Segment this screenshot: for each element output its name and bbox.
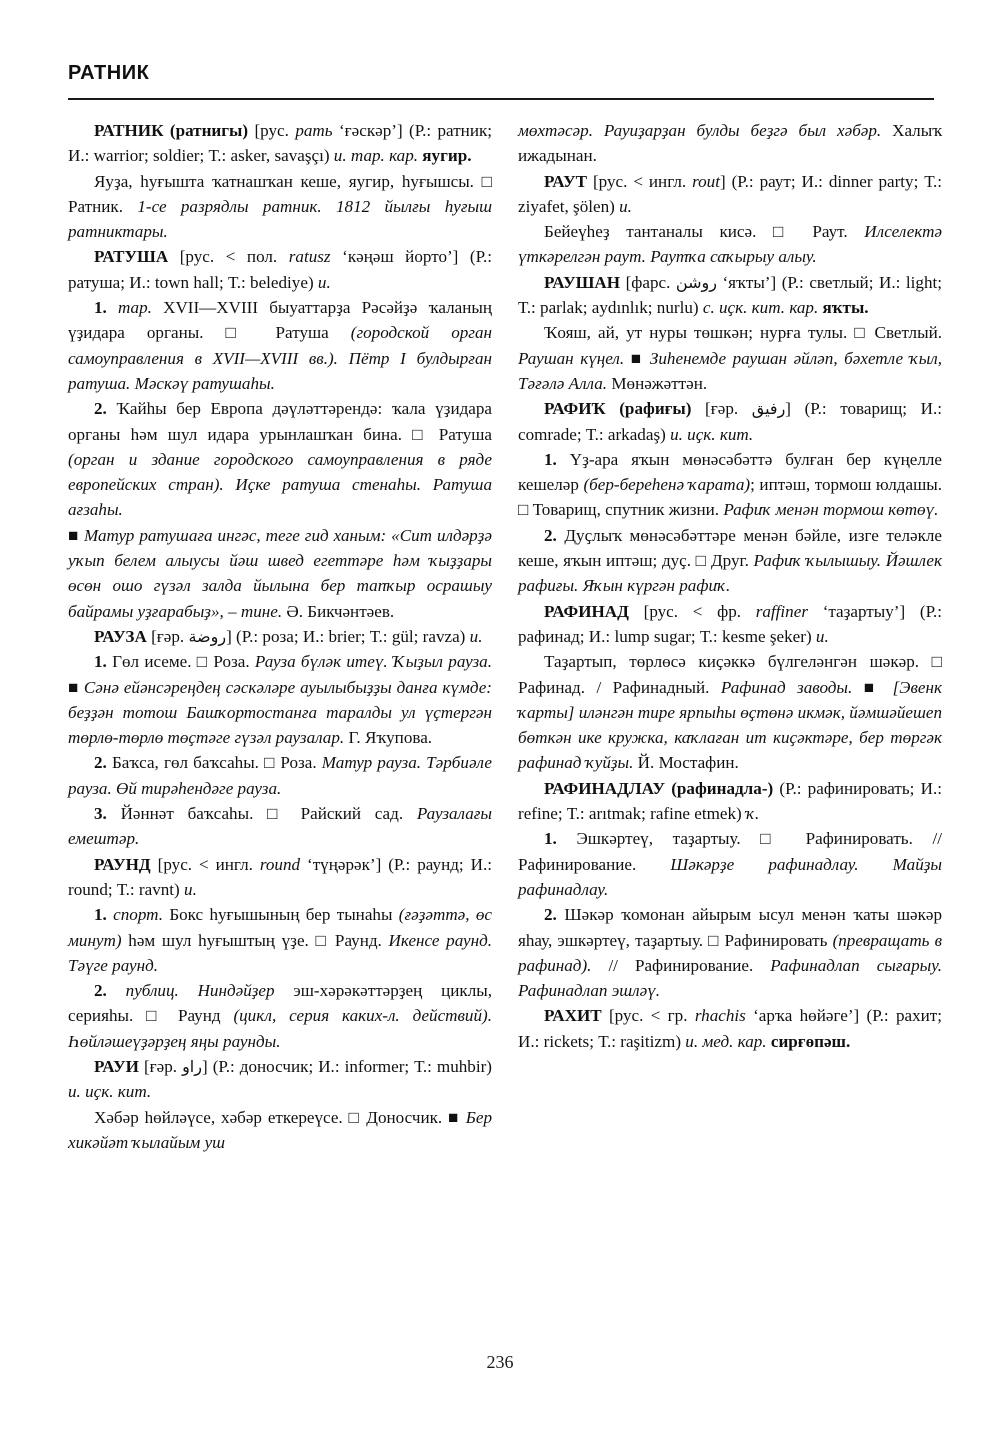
dictionary-entry-paragraph xyxy=(68,169,492,245)
dictionary-entry-paragraph xyxy=(68,1054,492,1105)
text-run-italic: (орган и здание городского самоуправления в ряде европейских стран). Иҫке ратуша стенаһы. Ратуша ағзаһы. xyxy=(68,449,492,520)
dictionary-entry-paragraph xyxy=(68,244,492,295)
text-run-plain: Мөнәжәттән. xyxy=(611,373,708,393)
text-run-bold: РАХИТ xyxy=(544,1006,609,1026)
text-run-bold: РАФИНАД xyxy=(544,601,644,621)
text-run-plain: [фарс. xyxy=(625,272,676,292)
text-run-plain: Ҡояш, ай, ут нуры төшкән; нурға тулы. □ Светлый. xyxy=(544,323,942,343)
text-run-italic: (ғәҙәттә, өс минут) xyxy=(68,905,492,950)
text-run-italic: round xyxy=(259,854,307,874)
text-run-plain: ■ xyxy=(68,525,84,545)
text-run-plain: [ғәр. xyxy=(151,626,189,646)
text-run-plain: ] (Р.: доносчик; И.: informer; Т.: muhbir) xyxy=(201,1056,492,1076)
text-run-italic: рать xyxy=(295,121,339,140)
text-run-plain: XVII—XVIII быуаттарҙа Рәсәйҙә ҡаланың үҙидара органы. □ Ратуша xyxy=(68,298,492,343)
text-run-bold: 2. xyxy=(94,753,112,773)
text-run-plain: Бейеүһеҙ тантаналы кисә. □ Раут. xyxy=(544,222,865,242)
text-run-plain: Ә. Бикчәнтәев. xyxy=(286,601,395,621)
dictionary-entry-paragraph xyxy=(68,624,492,649)
text-run-italic: Зиһенемде раушан әйләп, бәхетле ҡыл, Тәғәлә Алла. xyxy=(518,348,943,393)
dictionary-entry-paragraph xyxy=(68,750,492,801)
text-run-bold: 2. xyxy=(94,981,126,1001)
text-run-plain: [ғәр. xyxy=(143,1056,183,1076)
text-run-italic: rhachis xyxy=(694,1006,754,1026)
dictionary-entry-paragraph xyxy=(68,852,492,903)
dictionary-entry-paragraph xyxy=(518,776,942,827)
text-run-italic: (превращать в рафинад). xyxy=(518,930,942,975)
dictionary-entry-paragraph xyxy=(518,270,942,321)
page-number: 236 xyxy=(486,1352,514,1372)
text-run-plain: ] (Р.: роза; И.: brier; Т.: gül; ravza) xyxy=(226,626,470,646)
dictionary-entry-paragraph xyxy=(68,649,492,750)
text-run-bold: сирғөпәш. xyxy=(770,1031,851,1051)
dictionary-entry-paragraph xyxy=(68,1105,492,1156)
text-run-italic: и. xyxy=(469,626,483,646)
text-run-plain: [ғәр. xyxy=(705,399,752,419)
text-run-italic: Рауза бүләк итеү. Ҡыҙыл рауза. xyxy=(254,652,492,672)
text-run-bold: РАУТ xyxy=(544,171,593,191)
text-run-italic: и. xyxy=(317,272,331,292)
text-run-plain: Йәннәт баҡсаһы. □ Райский сад. xyxy=(120,804,417,824)
text-run-plain: ‘яҡты’] (Р.: светлый; И.: light; Т.: parlak; aydınlık; nurlu) xyxy=(518,272,942,318)
text-run-plain: // Рафинирование. xyxy=(608,955,771,975)
dictionary-entry-paragraph xyxy=(518,396,942,447)
text-run-italic: Рафинад заводы. xyxy=(720,677,864,697)
dictionary-entry-paragraph xyxy=(518,169,942,220)
text-run-bold: 1. xyxy=(544,449,570,469)
text-run-plain: ■ xyxy=(448,1107,466,1127)
running-head: РАТНИК xyxy=(68,62,150,84)
text-run-bold: РАТНИК (ратнигы) xyxy=(94,121,255,140)
dictionary-entry-paragraph xyxy=(518,1003,942,1054)
text-run-plain: Хәбәр һөйләүсе, хәбәр еткереүсе. □ Доносчик. xyxy=(94,1107,449,1127)
text-run-italic: Раушан күңел. xyxy=(518,348,631,368)
text-run-plain: ‘арҡа һөйәге’] (Р.: рахит; И.: rickets; Т.: raşitizm) xyxy=(518,1006,942,1051)
text-run-italic: ҡ. xyxy=(746,804,760,824)
text-run-plain: Дуҫлыҡ мөнәсәбәттәре менән бәйле, изге теләкле кеше, яҡын иптәш; дуҫ. □ Друг. xyxy=(518,525,942,571)
text-run-arabic: راو xyxy=(182,1056,202,1076)
text-run-plain: ] (Р.: раут; И.: dinner party; Т.: ziyafet, şölen) xyxy=(518,171,942,216)
text-run-italic: (городской орган самоуправления в XVII—XVIII вв.). Пётр I булдырған ратуша. Мәскәү ратушаһы. xyxy=(68,323,492,393)
text-run-italic: Раузалағы емештәр. xyxy=(68,804,493,849)
dictionary-entry-paragraph xyxy=(518,826,942,902)
text-run-plain: ‘ғәскәр’] (Р.: ратник; И.: warrior; soldier; Т.: asker, savaşçı) xyxy=(68,121,493,166)
dictionary-entry-paragraph xyxy=(518,447,942,523)
text-run-plain: [рус. xyxy=(254,121,296,140)
text-run-bold: РАУИ xyxy=(94,1056,144,1076)
text-run-plain: Бокс һуғышының бер тынаһы xyxy=(169,905,399,925)
text-run-bold: РАУНД xyxy=(94,854,158,874)
text-run-plain: ■ xyxy=(68,677,84,697)
text-run-bold: 2. xyxy=(94,399,117,419)
text-run-plain: ■ xyxy=(863,677,893,697)
text-run-plain: Й. Мостафин. xyxy=(637,753,739,773)
text-run-italic: ratusz xyxy=(288,247,343,267)
text-run-italic: и. xyxy=(815,626,829,646)
text-run-plain: Шәкәр ҡомонан айырым ысул менән ҡаты шәкәр яһау, эшкәртеү, таҙартыу. □ Рафинировать xyxy=(518,905,943,950)
text-run-italic: и. xyxy=(619,196,632,216)
text-run-italic: и. xyxy=(184,879,197,899)
text-run-bold: 1. xyxy=(94,652,113,672)
text-run-plain: ‘таҙартыу’] (Р.: рафинад; И.: lump sugar; Т.: kesme şeker) xyxy=(518,601,942,646)
text-run-bold: 3. xyxy=(94,804,121,824)
dictionary-entry-paragraph xyxy=(68,523,492,624)
text-run-italic: и. иҫк. кит. xyxy=(68,1082,152,1102)
dictionary-entry-paragraph xyxy=(68,978,492,1054)
text-run-italic: спорт. xyxy=(113,905,170,925)
text-run-italic: Бер хикәйәт ҡылайым уш xyxy=(68,1107,492,1152)
text-run-bold: яҡты. xyxy=(822,298,869,318)
text-run-bold: РАУЗА xyxy=(94,626,152,646)
text-run-bold: РАТУША xyxy=(94,247,180,267)
text-run-italic: Рафиҡ ҡылышыу. Йәшлек рафиғы. Яҡын күргән рафиҡ. xyxy=(518,551,942,596)
text-run-plain: Таҙартып, төрлөсә киҫәккә бүлгеләнгән шәкәр. □ Рафинад. / Рафинадный. xyxy=(518,652,942,697)
text-run-arabic: روشن xyxy=(675,272,717,292)
dictionary-entry-paragraph xyxy=(68,801,492,852)
text-run-italic: [Эвенк ҡарты] иләнгән тире ярпыһы өҫтөнә икмәк, йәмшәйешеп бөткән ике кружка, каҡлаған ит киҫәктәре, бер төргәк рафинад ҡуйҙы. xyxy=(518,677,942,773)
dictionary-entry-paragraph xyxy=(518,649,942,775)
dictionary-entry-paragraph xyxy=(68,118,492,169)
text-run-italic: Икенсе раунд. Тәүге раунд. xyxy=(68,930,493,975)
text-run-bold: 2. xyxy=(544,525,565,545)
text-run-bold: яугир. xyxy=(422,146,472,166)
text-run-bold: 2. xyxy=(544,905,565,925)
text-run-bold: РАУШАН xyxy=(544,272,626,292)
text-run-plain: ‘түңәрәк’] (Р.: раунд; И.: round; Т.: ravnt) xyxy=(68,854,492,899)
text-run-italic: Шәкәрҙе рафинадлау. Майҙы рафинадлау. xyxy=(518,854,943,899)
text-run-plain: Г. Яҡупова. xyxy=(348,728,433,748)
dictionary-entry-paragraph xyxy=(518,320,942,396)
text-run-plain: (Р.: рафинировать; И.: refine; Т.: arıtmak; rafine etmek) xyxy=(518,778,942,824)
text-run-plain: [рус. < гр. xyxy=(608,1006,695,1026)
text-run-italic: и. иҫк. кит. xyxy=(670,424,754,444)
text-run-italic: Рафиҡ менән тормош көтөү. xyxy=(723,500,939,520)
text-run-plain: [рус. < фр. xyxy=(643,601,756,621)
text-run-italic: публиц. Ниндәйҙер xyxy=(125,981,294,1001)
text-run-italic: тар. xyxy=(118,298,164,318)
text-run-plain: һәм шул һуғыштың үҙе. □ Раунд. xyxy=(128,930,389,950)
text-run-plain: Гөл исеме. □ Роза. xyxy=(112,652,255,672)
text-run-italic: rout xyxy=(692,171,720,191)
text-run-italic: Сәнә ейәнсәреңдең сәскәләре ауылыбыҙҙы данға күмде: беҙҙән тотош Башҡортостанға таралды ул үҫтергән төрлө-төрлө төҫтәге гүзәл раузалар. xyxy=(68,677,492,748)
text-run-italic: (цикл, серия каких-л. действий). Һөйләшеүҙәрҙең яңы раунды. xyxy=(68,1006,492,1051)
text-run-plain: Халыҡ ижадынан. xyxy=(518,121,942,166)
left-column xyxy=(68,118,492,1318)
dictionary-entry-paragraph xyxy=(68,295,492,396)
text-run-italic: и. тар. кар. xyxy=(333,146,423,166)
header-rule xyxy=(68,98,934,100)
dictionary-entry-paragraph xyxy=(518,219,942,270)
text-run-italic: 1-се разрядлы ратник. 1812 йылғы һуғыш ратниктары. xyxy=(68,196,492,242)
text-run-italic: Матур рауза. Тәрбиәле рауза. Өй тирәһендәге рауза. xyxy=(68,753,492,798)
text-run-plain: [рус. < пол. xyxy=(179,247,289,267)
dictionary-entry-paragraph xyxy=(68,902,492,978)
text-run-plain: эш-хәрәкәттәрҙең циклы, серияһы. □ Раунд xyxy=(68,981,492,1026)
text-run-plain: Баҡса, гөл баҡсаһы. □ Роза. xyxy=(111,753,322,773)
text-run-plain: [рус. < ингл. xyxy=(157,854,260,874)
text-run-bold: 1. xyxy=(544,829,577,849)
text-columns xyxy=(68,118,942,1318)
dictionary-entry-paragraph xyxy=(518,599,942,650)
text-run-italic: Матур ратушаға ингәс, теге гид ханым: «Сит илдәрҙә уҡып белем алыусы йәш швед егеттәре һәм ҡыҙҙары өсөн ошо гүзәл залда йылына бер тапҡыр осрашыу байрамы уҙғарабыҙ», – тине. xyxy=(68,525,492,621)
text-run-italic: raffiner xyxy=(755,601,823,621)
text-run-plain: ■ xyxy=(630,348,650,368)
text-run-italic: мөхтәсәр. Рауиҙарҙан булды беҙгә был хәбәр. xyxy=(518,121,893,140)
text-run-bold: 1. xyxy=(94,905,114,925)
text-run-italic: (бер-береһенә ҡарата) xyxy=(583,475,751,495)
text-run-plain: Үҙ-ара яҡын мөнәсәбәттә булған бер күңелле кешеләр xyxy=(518,449,943,495)
text-run-plain: ; иптәш, тормош юлдашы. □ Товарищ, спутник жизни. xyxy=(518,475,943,520)
text-run-bold: 1. xyxy=(94,298,118,318)
text-run-bold: РАФИҠ (рафиғы) xyxy=(544,399,706,419)
text-run-plain: Яуҙа, һуғышта ҡатнашҡан кеше, яугир, һуғышсы. □ Ратник. xyxy=(68,171,492,216)
text-run-arabic: روضة xyxy=(188,626,227,646)
text-run-plain: Ҡайһы бер Европа дәүләттәрендә: ҡала үҙидара органы һәм шул идара урынлашҡан бина. □ Ратуша xyxy=(68,399,493,444)
dictionary-entry-paragraph xyxy=(518,118,942,169)
text-run-plain: [рус. < ингл. xyxy=(592,171,693,191)
text-run-plain: ‘кәңәш йорто’] (Р.: ратуша; И.: town hall; Т.: belediye) xyxy=(68,247,493,292)
text-run-italic: и. мед. кар. xyxy=(685,1031,771,1051)
dictionary-entry-paragraph xyxy=(518,523,942,599)
text-run-italic: с. иҫк. кит. кар. xyxy=(702,298,823,318)
text-run-bold: РАФИНАДЛАУ (рафинадла-) xyxy=(544,778,780,798)
right-column xyxy=(518,118,942,1318)
text-run-italic: Рафинадлап сығарыу. Рафинадлап эшләү. xyxy=(518,955,942,1001)
text-run-italic: Илселектә үткәрелгән раут. Раутҡа саҡырыу алыу. xyxy=(518,222,942,267)
text-run-plain: ] (Р.: товарищ; И.: comrade; Т.: arkadaş) xyxy=(518,399,943,444)
dictionary-entry-paragraph xyxy=(518,902,942,1003)
text-run-plain: Эшкәртеү, таҙартыу. □ Рафинировать. // Рафинирование. xyxy=(518,829,942,874)
dictionary-entry-paragraph xyxy=(68,396,492,522)
text-run-arabic: رفيق xyxy=(751,399,786,419)
